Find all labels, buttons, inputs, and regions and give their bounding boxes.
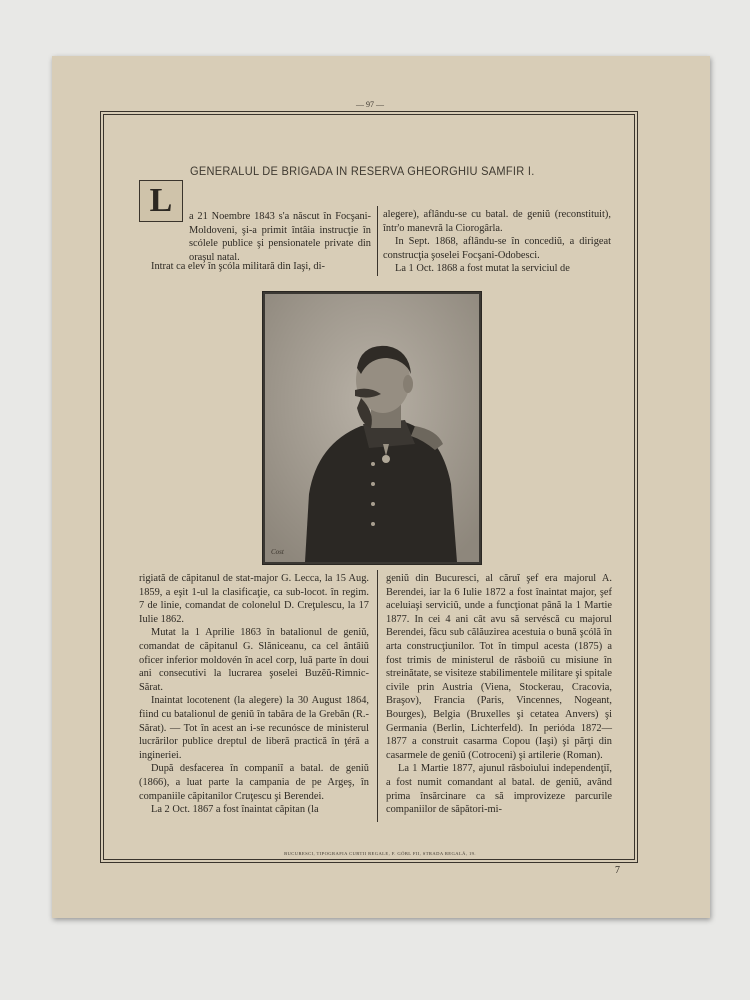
intro-column-left-continued bbox=[139, 260, 371, 274]
paragraph: La 2 Oct. 1867 a fost înaintat căpitan (la bbox=[151, 804, 319, 816]
photographer-signature: Cost bbox=[271, 548, 284, 556]
printer-imprint: BUCURESCI, TIPOGRAFIA CURTII REGALE, F. GÖBL FII, STRADA REGALĂ, 19. bbox=[284, 851, 476, 856]
column-divider-top bbox=[377, 206, 378, 276]
page-number: 7 bbox=[615, 865, 620, 876]
body-column-left bbox=[139, 572, 369, 817]
intro-column-right bbox=[383, 208, 611, 276]
paragraph: Inaintat locotenent (la alegere) la 30 August 1864, fiind cu batalionul de geniŭ în tabăra de la Grebăn (R.-Sărat). — Tot în acest an i-se recunósce de ministerul lucrărilor publice dreptul de liberă practică în ţéră a ingineriei. bbox=[139, 695, 369, 761]
decorated-initial-letter: L bbox=[139, 180, 183, 222]
portrait-image bbox=[265, 294, 479, 562]
paragraph: In Sept. 1868, aflându-se în concediŭ, a dirigeat construcţia şoselei Focşani-Odobesci. bbox=[383, 236, 611, 261]
intro-column-narrow bbox=[189, 210, 371, 264]
paragraph: Mutat la 1 Aprilie 1863 în batalionul de geniŭ, comandat de căpitanul G. Slăniceanu, ca cel ântâiŭ oficer inferior moldovén în acel corp, luă parte în doui ani consecutivi la lucrarea şoselei Buzĕŭ-Rimnic-Sărat. bbox=[139, 627, 369, 693]
paragraph: După desfacerea în companiĭ a batal. de geniŭ (1866), a luat parte la campania de pe Argeş, în companiile căpitanilor Cruţescu şi Berendei. bbox=[139, 763, 369, 802]
article-title: GENERALUL DE BRIGADA IN RESERVA GHEORGHIU SAMFIR I. bbox=[190, 164, 535, 178]
paragraph: alegere), aflându-se cu batal. de geniŭ (reconstituit), într'o manevră la Ciorogârla. bbox=[383, 209, 611, 234]
paragraph: geniŭ din Bucuresci, al căruĭ şef era majorul A. Berendei, iar la 6 Iulie 1872 a fost înaintat major, şef aceluiaşi serviciŭ, unde a funcţionat până la 1 Martie 1877. In cei 4 ani cât avu să servéscă cu majorul Berendei, făcu sub călăuzirea acestuia o bună şcólă în arta construcţiunilor. Tot în timpul acesta (1875) a fost trimis de ministerul de răsboiŭ cu misiune în streinătate, se visiteze stabilimentele militare şi spitale civile prin Austria (Viena, Stockerau, Cracovia, Braşov), Francia (Paris, Vincennes, Nogeant, Bourges), Belgia (Bruxelles şi cetatea Anvers) şi Germania (Berlin, Lichterfeld). In perióda 1872—1877 a construit casarma Copou (Iaşi) şi părţi din casarmele de geniŭ (Cotroceni) şi artilerie (Roman). bbox=[386, 573, 612, 761]
paragraph: Intrat ca elev în şcóla militară din Iaşi, di- bbox=[151, 261, 325, 272]
paragraph: rigiată de căpitanul de stat-major G. Lecca, la 15 Aug. 1859, a eşit 1-ul la clasificaţie, ca sub-locot. în regim. 7 de linie, comandat de colonelul D. Creţulescu, la 17 Iulie 1862. bbox=[139, 573, 369, 625]
portrait-photo bbox=[262, 291, 482, 565]
paragraph: La 1 Oct. 1868 a fost mutat la serviciul de bbox=[395, 263, 570, 275]
body-column-right bbox=[386, 572, 612, 817]
paragraph: La 1 Martie 1877, ajunul răsboiului independenţiĭ, a fost numit comandant al batal. de geniŭ, având prima însărcinare ca să improvizeze parcurile companiilor de săpători-mi- bbox=[386, 763, 612, 816]
page-header-number: — 97 — bbox=[356, 100, 384, 109]
column-divider-bottom bbox=[377, 570, 378, 822]
paragraph: a 21 Noembre 1843 s'a născut în Focşani-Moldoveni, şi-a primit întâia instrucţie în scólele publice şi pensionatele private din oraşul natal. bbox=[189, 211, 371, 263]
